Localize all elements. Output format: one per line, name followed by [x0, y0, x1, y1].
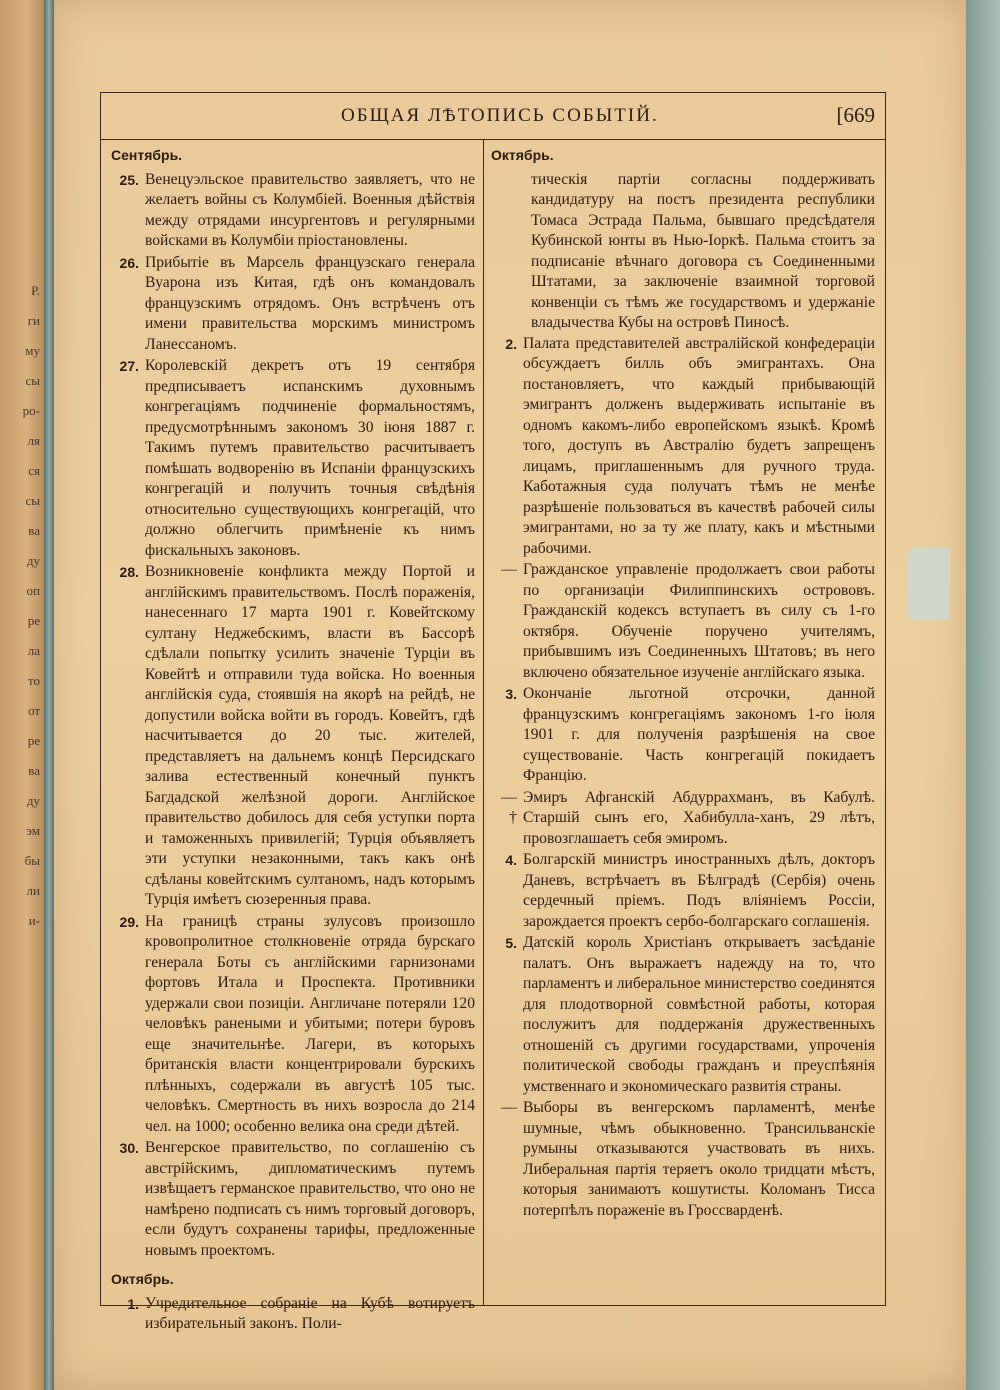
- page-header: [101, 93, 885, 140]
- entry-date: 26.: [119, 254, 139, 271]
- entry-continuation: тическія партіи согласны поддерживать кандидатуру на постъ президента республики Томаса Эстрада Пальма, бывшаго предсѣдателя Кубинской юнты въ Нью-Іоркѣ. Пальма стоитъ за подписаніе вѣчнаго договора съ Соединенными Штатами, за заключеніе взаимной торговой конвенціи съ тѣмъ же государствомъ и удержаніе владычества Кубы на островѣ Пиносѣ.: [531, 170, 875, 331]
- margin-fragment: ва: [28, 763, 40, 778]
- entry-text: Венгерское правительство, по соглашенію съ австрійскимъ, дипломатическимъ путемъ извѣщаетъ германское правительство, что оно не намѣрено подписать съ нимъ торговый договоръ, если будутъ сохранены тарифы, предложенные новымъ проектомъ.: [145, 1139, 475, 1259]
- page-tab-marker: [908, 548, 950, 620]
- book-cover-board: [966, 0, 1000, 1390]
- left-october-entries: [105, 1294, 475, 1335]
- chronicle-entry: [105, 912, 475, 1138]
- entry-text: На границѣ страны зулусовъ произошло кровопролитное столкновеніе отряда бурскаго генерала Боты съ англійскими гарнизонами фортовъ Итала и Проспекта. Противники удержали свои позиціи. Англичане потеряли 120 человѣкъ ранеными и убитыми; потери буровъ еще значительнѣе. Лагери, въ которыхъ британскія власти концентрировали бурскихъ плѣнныхъ, содержали въ августѣ 105 тыс. человѣкъ. Смертность въ нихъ возросла до 214 чел. на 1000; особенно велика она среди дѣтей.: [145, 912, 475, 1135]
- entry-date: 28.: [119, 564, 139, 580]
- entry-text: Эмиръ Афганскій Абдуррахманъ, въ Кабулѣ. Старшій сынъ его, Хабибулла-ханъ, 29 лѣтъ, провозглашаетъ себя эмиромъ.: [523, 788, 875, 847]
- margin-fragment: оп: [26, 583, 40, 598]
- margin-fragment: ля: [27, 433, 40, 448]
- margin-fragment: ре: [27, 733, 40, 748]
- entry-text: Прибытіе въ Марсель французскаго генерала Вуарона изъ Китая, гдѣ онъ командовалъ французскимъ отрядомъ. Онъ встрѣченъ отъ имени правительства морскимъ министромъ Ланессаномъ.: [145, 253, 475, 353]
- margin-fragment: бы: [24, 853, 40, 868]
- margin-fragment: то: [27, 673, 40, 688]
- chronicle-entry: [105, 1138, 475, 1261]
- margin-fragment: ду: [26, 793, 40, 808]
- entry-date: 3.: [505, 686, 517, 702]
- entry-text: Учредительное собраніе на Кубѣ вотируетъ избирательный законъ. Поли-: [145, 1294, 475, 1332]
- facing-page-text-fragments: [0, 0, 44, 1390]
- entry-date: 29.: [119, 913, 139, 930]
- entry-text: Гражданское управленіе продолжаетъ свои работы по организаціи Филиппинскихъ острововъ. Гражданскій кодексъ вступаетъ въ силу съ 1-го октября. Обученіе поручено учителямъ, прибывшимъ изъ Соединенныхъ Штатовъ; въ него включено обязательное изученіе англійскаго языка.: [523, 561, 875, 681]
- chronicle-entry: [491, 933, 875, 1097]
- right-entries: [491, 334, 875, 1222]
- chronicle-entry: [491, 334, 875, 560]
- margin-fragment: му: [25, 343, 40, 358]
- column-divider: [483, 139, 484, 1305]
- chronicle-entry: [105, 170, 475, 252]
- month-heading-october-continued: Октябрь.: [491, 147, 554, 163]
- entry-text: Возникновеніе конфликта между Портой и англійскимъ правительствомъ. Послѣ пораженія, нанесеннаго 17 марта 1901 г. Ковейтскому султану Неджебскимъ, власти въ Бассорѣ сдѣлали попытку усилить значеніе Турціи въ Ковейтѣ и отправили туда войска. Но военныя англійскія суда, стоявшія на якорѣ на рейдѣ, не допустили войска войти въ городъ. Ковейтъ, гдѣ насчитывается до 20 тыс. жителей, представляетъ на дальнемъ концѣ Персидскаго залива естественный конечный пунктъ Багдадской желѣзной дороги. Англійское правительство добилось для себя уступки порта и таможенныхъ привилегій; Турція объявляетъ эти уступки незаконными, такъ какъ онѣ сдѣланы ковейтскимъ султаномъ, надъ которымъ Турція имѣетъ сюзеренныя права.: [145, 563, 475, 908]
- entry-date: 30.: [119, 1140, 139, 1156]
- entry-text: Королевскій декретъ отъ 19 сентября предписываетъ испанскимъ духовнымъ конгрегаціямъ подчиненіе формальностямъ, предусмотрѣннымъ закономъ 30 іюня 1887 г. Такимъ путемъ правительство расчитываетъ помѣшать водворенію въ Испаніи французскихъ конгрегацій и получить точныя свѣдѣнія относительно существующихъ конгрегацій, что должно облегчить примѣненіе къ нимъ фискальныхъ законовъ.: [145, 357, 475, 559]
- chronicle-entry: [105, 253, 475, 356]
- margin-fragment: ся: [28, 463, 40, 478]
- entry-text: Окончаніе льготной отсрочки, данной французскимъ конгрегаціямъ закономъ 1-го іюля 1901 г. для полученія разрѣшенія на свое существованіе. Часть конгрегацій покидаетъ Францію.: [523, 685, 875, 784]
- entry-text: Болгарскій министръ иностранныхъ дѣлъ, докторъ Даневъ, встрѣчаетъ въ Бѣлградѣ (Сербія) очень сердечный пріемъ. Подъ вліяніемъ Россіи, зарождается проектъ сербо-болгарскаго соглашенія.: [523, 851, 875, 930]
- entry-date: 25.: [119, 171, 139, 188]
- entry-date: 2.: [505, 335, 517, 352]
- entry-date: —: [501, 1099, 517, 1116]
- chronicle-entry: [105, 356, 475, 561]
- margin-fragment: сы: [25, 373, 40, 388]
- margin-fragment: сы: [25, 493, 40, 508]
- margin-fragment: Р.: [31, 283, 40, 298]
- entry-text: Палата представителей австралійской конфедераціи обсуждаетъ билль объ эмигрантахъ. Она постановляетъ, что каждый прибывающій эмигрантъ долженъ выдерживать испытаніе въ одномъ какомъ-либо европейскомъ языкѣ. Кромѣ того, доступъ въ Австралію будетъ запрещенъ лицамъ, приглашеннымъ для ручного труда. Каботажныя суда получатъ тѣмъ не менѣе разрѣшеніе пользоваться въ качествѣ рабочей силы эмигрантами, но за ту же плату, какъ и мѣстными рабочими.: [523, 334, 875, 557]
- margin-fragment: ро-: [22, 403, 40, 418]
- margin-fragment: ре: [27, 613, 40, 628]
- margin-fragment: ва: [28, 523, 40, 538]
- chronicle-entry: [105, 1294, 475, 1335]
- page-number: [669: [836, 103, 875, 127]
- margin-fragment: ла: [27, 643, 40, 658]
- left-entries: [105, 170, 475, 1262]
- chronicle-entry: [105, 562, 475, 911]
- margin-fragment: от: [27, 703, 40, 718]
- entry-date: 27.: [119, 358, 139, 374]
- entry-date: 5.: [505, 935, 517, 951]
- entry-date: — †: [501, 788, 517, 826]
- book-spine: [44, 0, 54, 1390]
- text-frame: [100, 92, 886, 1332]
- margin-fragment: ли: [26, 883, 40, 898]
- entry-date: 1.: [127, 1295, 139, 1312]
- margin-fragment: эм: [26, 823, 40, 838]
- entry-date: —: [501, 561, 517, 578]
- book-page: [54, 0, 966, 1390]
- running-title: ОБЩАЯ ЛѢТОПИСЬ СОБЫТІЙ.: [341, 105, 659, 126]
- margin-fragment: ду: [26, 553, 40, 568]
- chronicle-entry: [491, 1098, 875, 1221]
- chronicle-entry: [491, 850, 875, 932]
- entry-date: 4.: [505, 852, 517, 868]
- entry-text: Выборы въ венгерскомъ парламентѣ, менѣе шумные, чѣмъ обыкновенно. Трансильванскіе румыны отказываются участвовать въ нихъ. Либеральная партія теряетъ около тридцати мѣстъ, которыя занимаютъ кошутисты. Коломанъ Тисса потерпѣлъ пораженіе въ Гроссварденѣ.: [523, 1099, 875, 1219]
- margin-fragment: и-: [28, 913, 40, 928]
- entry-text: Датскій король Христіанъ открываетъ засѣданіе палатъ. Онъ выражаетъ надежду на то, что парламентъ и либеральное министерство соединятся для плодотворной совмѣстной работы, которая послужитъ для поддержанія дружественныхъ отношеній съ другими государствами, упроченія политической свободы гражданъ и преуспѣянія умственнаго и экономическаго развитія страны.: [523, 934, 875, 1095]
- facing-page-edge: [0, 0, 44, 1390]
- month-heading-october: Октябрь.: [111, 1271, 174, 1287]
- entry-text: Венецуэльское правительство заявляетъ, что не желаетъ войны съ Колумбіей. Военныя дѣйствія между отрядами инсургентовъ и регулярными войсками въ Колумбіи пріостановлены.: [145, 170, 475, 249]
- margin-fragment: ги: [27, 313, 40, 328]
- right-column: [491, 145, 875, 1222]
- chronicle-entry: [491, 684, 875, 787]
- chronicle-entry: [491, 788, 875, 850]
- left-column: [105, 145, 475, 1336]
- month-heading-september: Сентябрь.: [111, 147, 183, 163]
- chronicle-entry: [491, 560, 875, 683]
